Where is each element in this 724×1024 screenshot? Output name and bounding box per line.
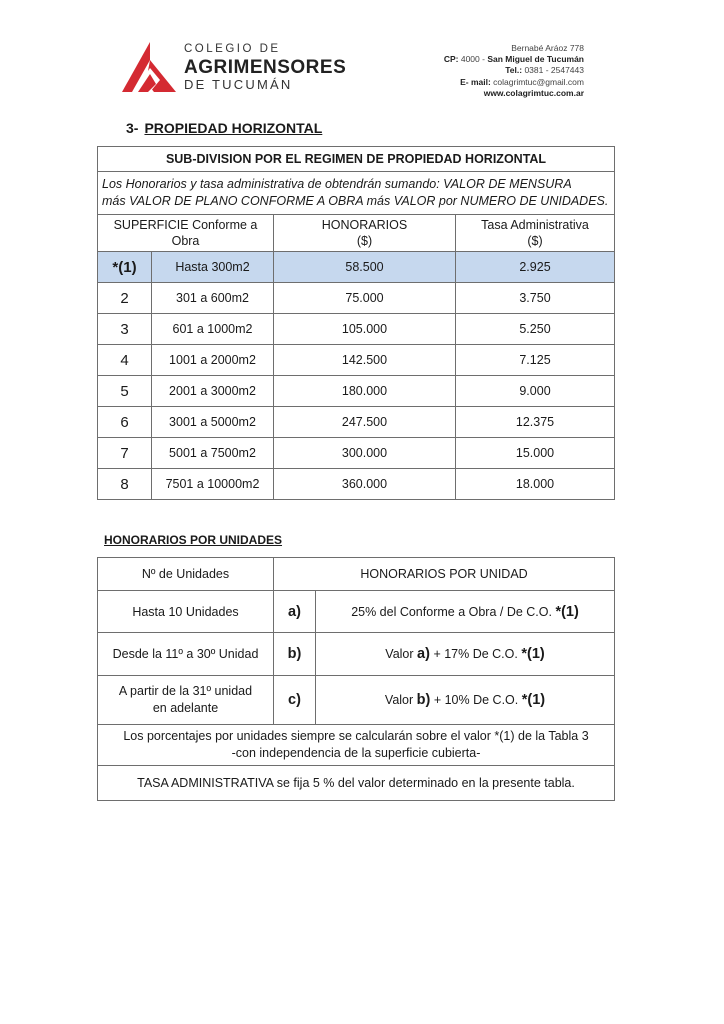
- units-range: Desde la 11º a 30º Unidad: [98, 633, 274, 676]
- fee-base: a): [417, 646, 430, 662]
- col-header-tasa-label: Tasa Administrativa: [481, 218, 589, 232]
- fee-increment: + 17% De C.O.: [433, 647, 518, 661]
- contact-cp-line: [444, 54, 584, 65]
- table-row: [98, 345, 615, 376]
- col-header-honorarios-label: HONORARIOS: [321, 218, 408, 232]
- row-honorarios: 247.500: [274, 407, 456, 438]
- table-intro: [98, 172, 615, 215]
- fee-increment: + 10% De C.O.: [433, 692, 519, 707]
- fee-text: 25% del Conforme a Obra / De C.O.: [351, 604, 552, 619]
- row-honorarios: 105.000: [274, 314, 456, 345]
- row-honorarios: 180.000: [274, 376, 456, 407]
- row-number: *(1): [98, 252, 152, 283]
- fees-by-units-table: [97, 557, 615, 801]
- table-row: [98, 314, 615, 345]
- row-range: 2001 a 3000m2: [152, 376, 274, 407]
- col-header-honorarios: [274, 215, 456, 252]
- section-number: 3-: [126, 120, 139, 136]
- col-header-tasa: [456, 215, 615, 252]
- table-row: [98, 676, 615, 725]
- contact-address: Bernabé Aráoz 778: [511, 43, 584, 53]
- row-range: 7501 a 10000m2: [152, 469, 274, 500]
- row-range: 5001 a 7500m2: [152, 438, 274, 469]
- row-tasa: 5.250: [456, 314, 615, 345]
- table-row: [98, 469, 615, 500]
- logo-line1: COLEGIO DE: [184, 43, 281, 55]
- logo-line2: AGRIMENSORES: [184, 56, 347, 78]
- col-header-tasa-unit: ($): [527, 234, 543, 248]
- table-row: [98, 633, 615, 676]
- fee-text: Valor: [384, 692, 414, 707]
- units-section-title: HONORARIOS POR UNIDADES: [104, 533, 283, 547]
- fee-rule: [316, 591, 615, 633]
- fee-rule: [316, 676, 615, 725]
- table-caption: SUB-DIVISION POR EL REGIMEN DE PROPIEDAD HORIZONTAL: [98, 147, 615, 172]
- table-row: [98, 283, 615, 314]
- logo: [120, 40, 350, 96]
- row-range: 601 a 1000m2: [152, 314, 274, 345]
- row-honorarios: 58.500: [274, 252, 456, 283]
- logo-line3: DE TUCUMÁN: [184, 76, 293, 92]
- row-tasa: 12.375: [456, 407, 615, 438]
- table-row: [98, 407, 615, 438]
- cp-label: CP:: [443, 54, 459, 65]
- note-line2: -con independencia de la superficie cubierta-: [231, 746, 481, 760]
- units-range-line2: en adelante: [152, 701, 219, 715]
- row-number: 7: [98, 438, 152, 469]
- row-number: 5: [98, 376, 152, 407]
- fee-rule: [316, 633, 615, 676]
- table-row: [98, 252, 615, 283]
- intro-line-2: más VALOR DE PLANO CONFORME A OBRA más VALOR por NUMERO DE UNIDADES.: [102, 194, 609, 208]
- table-row: [98, 376, 615, 407]
- col-header-fees: HONORARIOS POR UNIDAD: [274, 558, 615, 591]
- row-tasa: 3.750: [456, 283, 615, 314]
- row-honorarios: 360.000: [274, 469, 456, 500]
- row-honorarios: 142.500: [274, 345, 456, 376]
- row-range: 301 a 600m2: [152, 283, 274, 314]
- row-number: 4: [98, 345, 152, 376]
- row-range: 1001 a 2000m2: [152, 345, 274, 376]
- row-tasa: 15.000: [456, 438, 615, 469]
- row-tasa: 2.925: [456, 252, 615, 283]
- city: San Miguel de Tucumán: [487, 54, 584, 65]
- fee-text: Valor: [385, 647, 414, 661]
- cp-value: 4000 -: [460, 54, 485, 65]
- tasa-note: TASA ADMINISTRATIVA se fija 5 % del valor determinado en la presente tabla.: [98, 766, 615, 801]
- tel-label: Tel.:: [505, 65, 523, 76]
- fees-by-surface-table: [97, 146, 615, 500]
- section-name: PROPIEDAD HORIZONTAL: [144, 120, 323, 136]
- row-number: 8: [98, 469, 152, 500]
- website-link[interactable]: www.colagrimtuc.com.ar: [483, 87, 584, 98]
- row-number: 3: [98, 314, 152, 345]
- email-label: E- mail:: [460, 76, 491, 87]
- section-title: [126, 120, 322, 136]
- row-tasa: 7.125: [456, 345, 615, 376]
- row-range: 3001 a 5000m2: [152, 407, 274, 438]
- tel-value: 0381 - 2547443: [524, 65, 584, 76]
- col-header-superficie: SUPERFICIE Conforme a Obra: [98, 215, 274, 252]
- row-honorarios: 75.000: [274, 283, 456, 314]
- units-note: [98, 725, 615, 766]
- row-range: Hasta 300m2: [152, 252, 274, 283]
- row-tasa: 18.000: [456, 469, 615, 500]
- col-header-honorarios-unit: ($): [356, 234, 373, 248]
- contact-tel-line: [444, 65, 584, 76]
- row-tasa: 9.000: [456, 376, 615, 407]
- col-header-units: Nº de Unidades: [98, 558, 274, 591]
- contact-block: [444, 43, 584, 99]
- row-number: 6: [98, 407, 152, 438]
- units-range: Hasta 10 Unidades: [98, 591, 274, 633]
- row-letter: b): [274, 633, 316, 676]
- fee-ref: *(1): [521, 691, 546, 708]
- fee-base: b): [416, 691, 431, 708]
- units-range: [98, 676, 274, 725]
- row-letter: a): [274, 591, 316, 633]
- table-row: [98, 591, 615, 633]
- units-range-line1: A partir de la 31º unidad: [118, 684, 253, 698]
- fee-ref: *(1): [521, 646, 545, 662]
- intro-line-1: Los Honorarios y tasa administrativa de obtendrán sumando: VALOR DE MENSURA: [102, 177, 572, 191]
- note-line1: Los porcentajes por unidades siempre se calcularán sobre el valor *(1) de la Tabla 3: [123, 729, 589, 743]
- email-value[interactable]: colagrimtuc@gmail.com: [493, 76, 584, 87]
- row-honorarios: 300.000: [274, 438, 456, 469]
- row-letter: c): [274, 676, 316, 725]
- row-number: 2: [98, 283, 152, 314]
- logo-triangle-icon: [120, 40, 178, 96]
- contact-email-line: [444, 77, 584, 88]
- table-row: [98, 438, 615, 469]
- fee-ref: *(1): [555, 603, 579, 620]
